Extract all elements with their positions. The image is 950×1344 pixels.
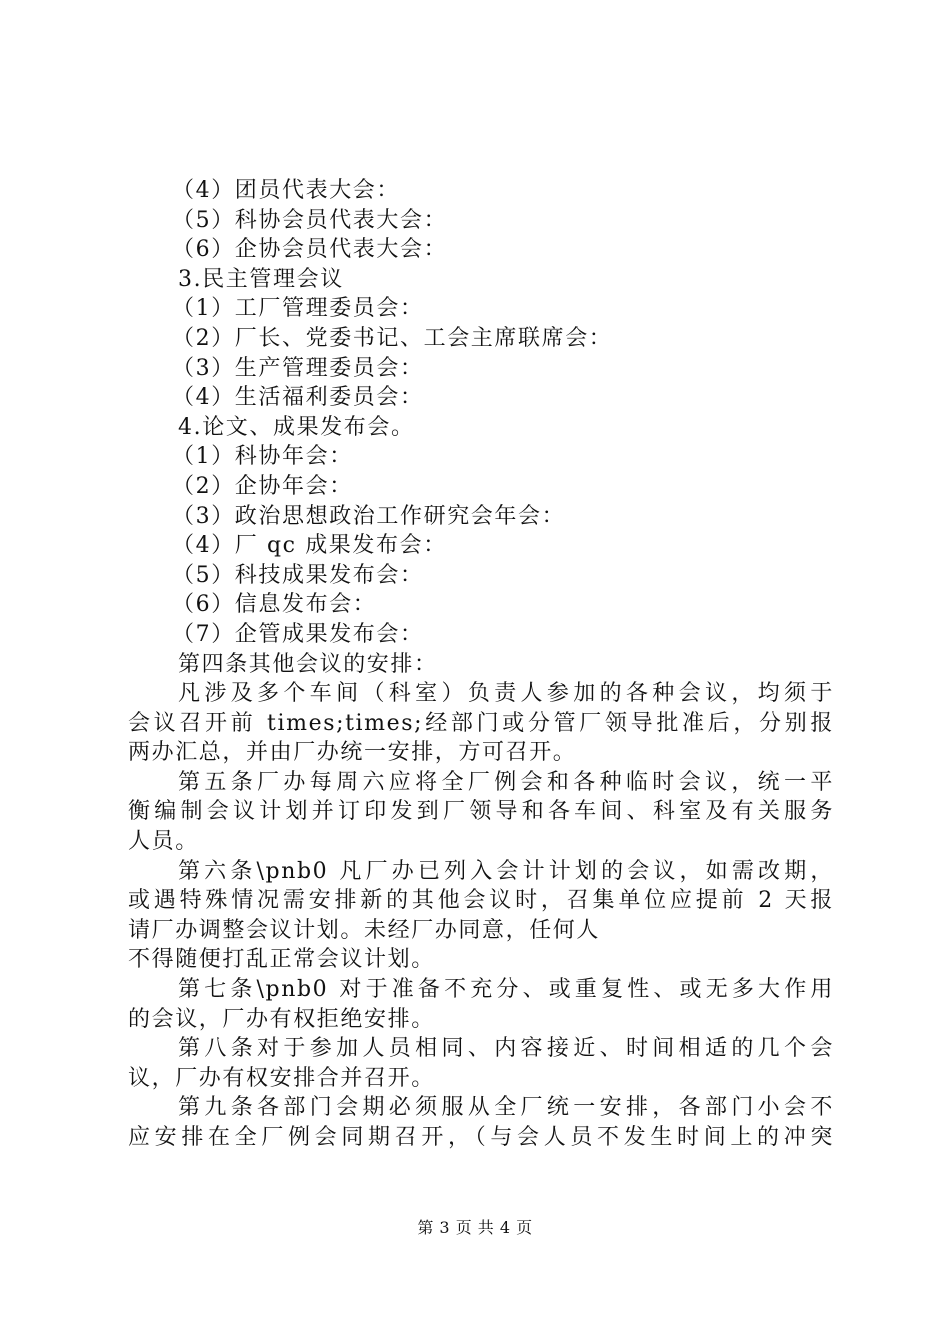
paragraph-line: 会议召开前 times;times;经部门或分管厂领导批准后，分别报 xyxy=(128,710,834,736)
list-item: （4）生活福利委员会： xyxy=(172,385,424,411)
list-item: （4）厂 qc 成果发布会： xyxy=(172,533,447,559)
page-footer: 第 3 页 共 4 页 xyxy=(417,1218,533,1237)
list-item: （2）厂长、党委书记、工会主席联席会： xyxy=(172,325,613,351)
list-item: （3）生产管理委员会： xyxy=(172,355,424,381)
paragraph-line: 第七条\pnb0 对于准备不充分、或重复性、或无多大作用 xyxy=(178,977,834,1003)
list-item: （5）科技成果发布会： xyxy=(172,562,424,588)
paragraph-line: 人员。 xyxy=(128,829,199,855)
paragraph-line: 请厂办调整会议计划。未经厂办同意，任何人 xyxy=(128,917,601,943)
paragraph-line: 第六条\pnb0 凡厂办已列入会计计划的会议，如需改期， xyxy=(178,858,834,884)
paragraph-line: 的会议，厂办有权拒绝安排。 xyxy=(128,1006,435,1032)
paragraph-line: 议，厂办有权安排合并召开。 xyxy=(128,1065,435,1091)
list-item: （7）企管成果发布会： xyxy=(172,621,424,647)
paragraph-line: 衡编制会议计划并订印发到厂领导和各车间、科室及有关服务 xyxy=(128,799,834,825)
list-item: （2）企协年会： xyxy=(172,473,353,499)
paragraph-line: 应安排在全厂例会同期召开，（与会人员不发生时间上的冲突 xyxy=(128,1125,834,1150)
list-item: （1）科协年会： xyxy=(172,444,353,470)
list-item: （5）科协会员代表大会： xyxy=(172,207,448,233)
list-item: （4）团员代表大会： xyxy=(172,178,400,203)
list-item: （1）工厂管理委员会： xyxy=(172,296,424,322)
paragraph-line: 不得随便打乱正常会议计划。 xyxy=(128,947,435,973)
paragraph-line: 凡涉及多个车间（科室）负责人参加的各种会议，均须于 xyxy=(178,681,834,707)
paragraph-line: 第九条各部门会期必须服从全厂统一安排，各部门小会不 xyxy=(178,1095,834,1121)
document-body xyxy=(128,176,834,1153)
section-heading: 3.民主管理会议 xyxy=(178,266,344,292)
paragraph-line: 两办汇总，并由厂办统一安排，方可召开。 xyxy=(128,740,577,766)
list-item: （6）信息发布会： xyxy=(172,592,377,618)
section-heading: 第四条其他会议的安排： xyxy=(178,651,438,677)
paragraph-line: 第五条厂办每周六应将全厂例会和各种临时会议，统一平 xyxy=(178,769,834,795)
paragraph-line: 第八条对于参加人员相同、内容接近、时间相适的几个会 xyxy=(178,1036,834,1062)
list-item: （3）政治思想政治工作研究会年会： xyxy=(172,503,566,529)
section-heading: 4.论文、成果发布会。 xyxy=(178,414,415,440)
paragraph-line: 或遇特殊情况需安排新的其他会议时，召集单位应提前 2 天报 xyxy=(128,888,834,914)
list-item: （6）企协会员代表大会： xyxy=(172,237,448,263)
